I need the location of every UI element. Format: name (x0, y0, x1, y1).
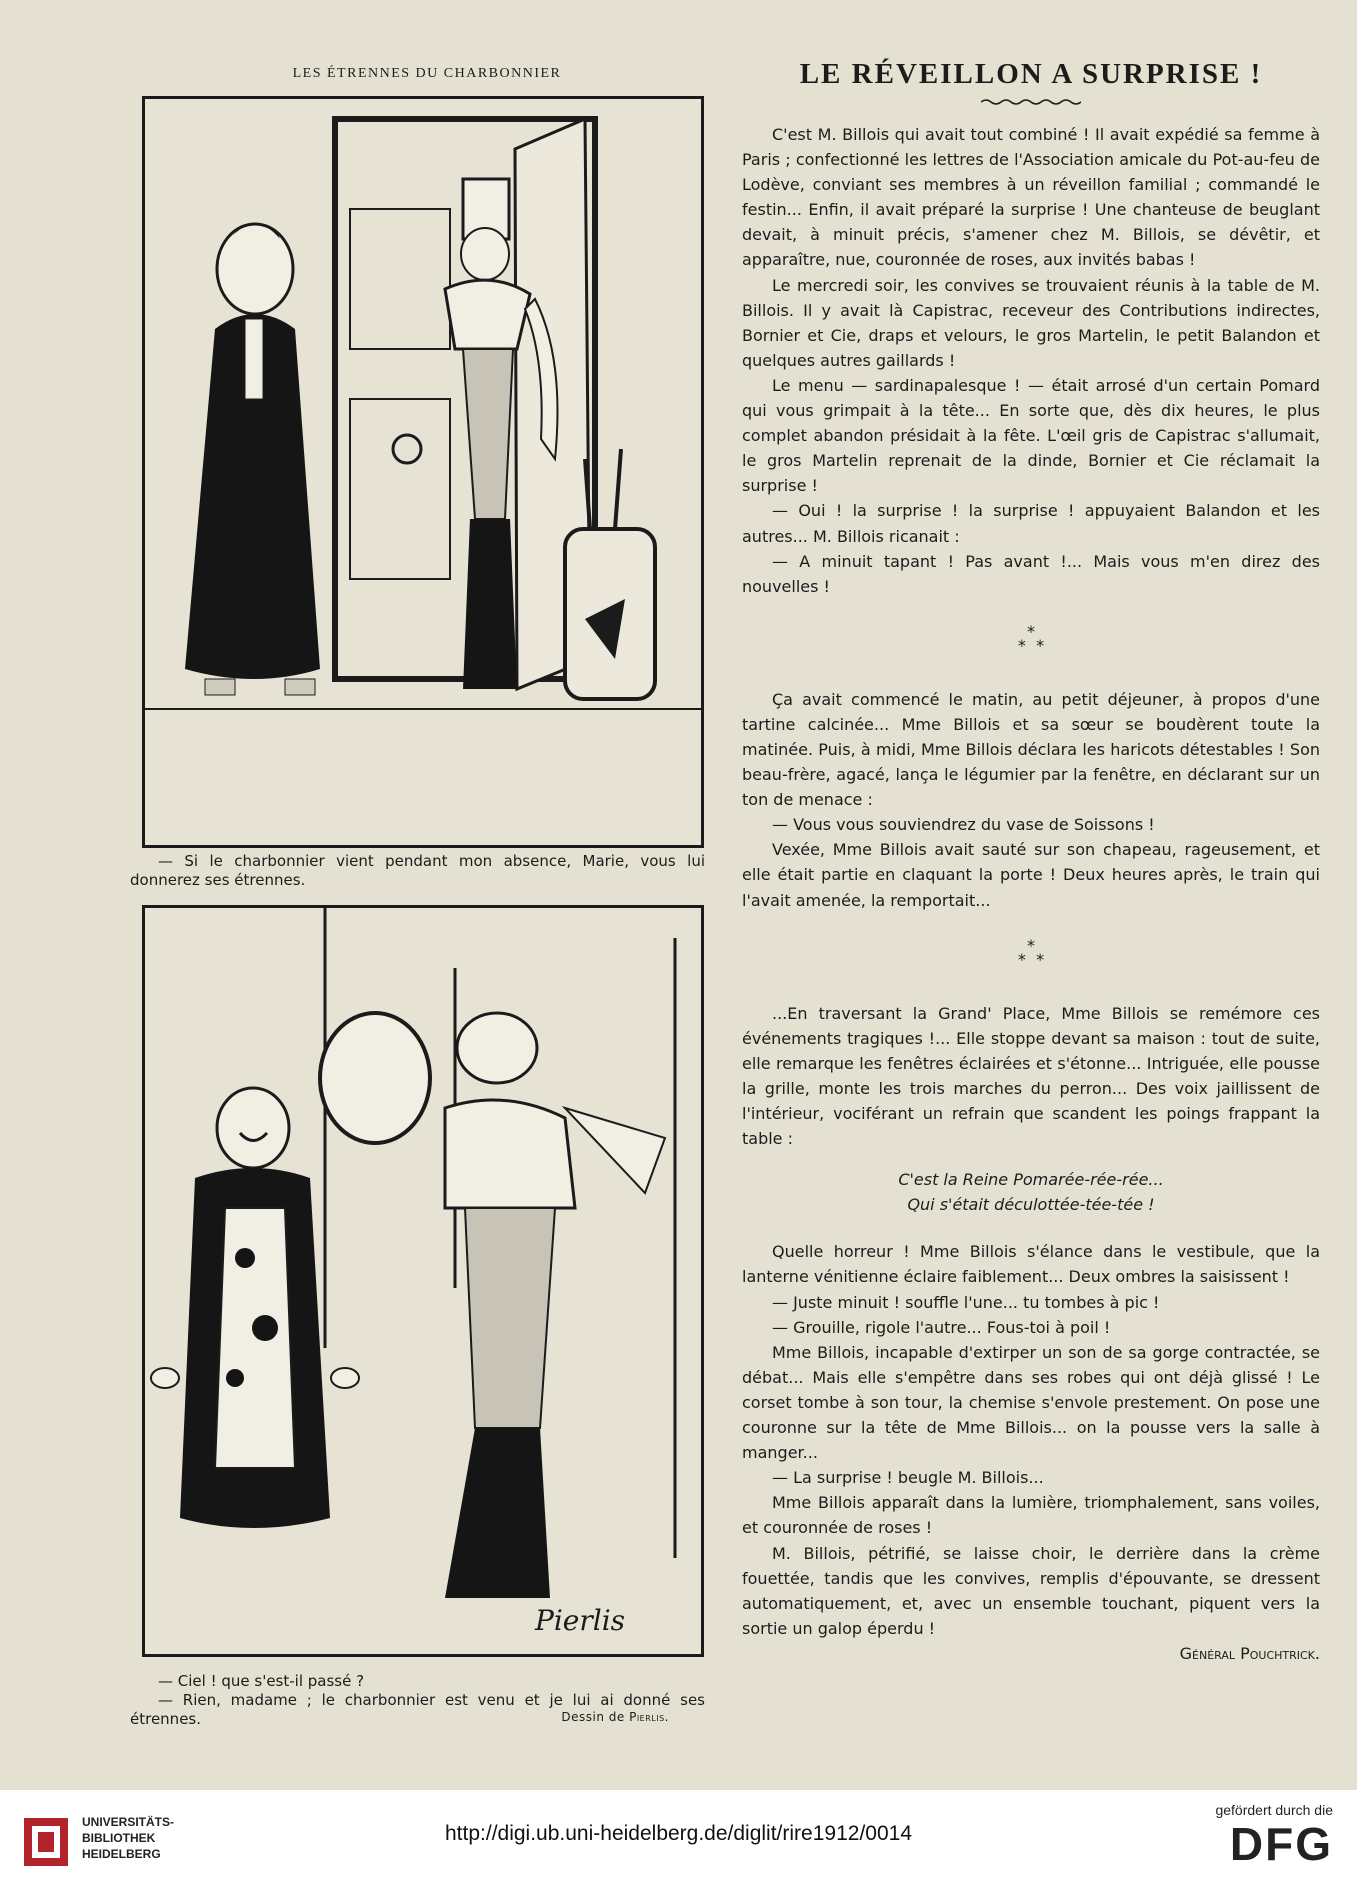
caption-2-line-1: — Ciel ! que s'est-il passé ? (158, 1672, 365, 1690)
article-column (742, 56, 1320, 1666)
paragraph: — La surprise ! beugle M. Billois... (772, 1468, 1044, 1488)
paragraph: — A minuit tapant ! Pas avant !... Mais vous m'en direz des nouvelles ! (742, 551, 1320, 596)
drawing-credit: Dessin de Pierlis. (561, 1710, 669, 1724)
song-verse (742, 1167, 1320, 1217)
caption-1 (130, 852, 705, 890)
digitization-footer (0, 1790, 1357, 1889)
author-signature: Général Pouchtrick. (1179, 1643, 1320, 1663)
verse-line: Qui s'était déculottée-tée-tée ! (907, 1195, 1155, 1215)
cartoon-2-drawing (145, 908, 701, 1654)
caption-1-text: — Si le charbonnier vient pendant mon absence, Marie, vous lui donnerez ses étrennes. (130, 852, 705, 889)
paragraph: C'est M. Billois qui avait tout combiné ! Il avait expédié sa femme à Paris ; confectionné les lettres de l'Association amicale du Pot-au-feu de Lodève, conviant ses membres à un réveillon familial ; commandé le festin... Enfin, il avait préparé la surprise ! Une chanteuse de beuglant devait, à minuit précis, s'amener chez M. Billois, se dévêtir, et apparaître, nue, couronnée de roses, aux invités babas ! (742, 125, 1320, 270)
dfg-logo: DFG (1229, 1818, 1333, 1870)
cartoon-illustration-1 (142, 96, 704, 848)
section-break: * * * (1017, 935, 1045, 969)
left-header: LES ÉTRENNES DU CHARBONNIER (292, 66, 562, 81)
section-break: * * * (1017, 621, 1045, 655)
paragraph: Ça avait commencé le matin, au petit déjeuner, à propos d'une tartine calcinée... Mme Billois et sa sœur se boudèrent toute la matinée. Puis, à midi, Mme Billois déclara les haricots détestables ! Son beau-frère, agacé, lança le légumier par la fenêtre, en déclarant sur un ton de menace : (742, 689, 1320, 810)
cartoon-illustration-2 (142, 905, 704, 1657)
paragraph: Mme Billois, incapable d'extirper un son de sa gorge contractée, se débat... Mais elle s'empêtre dans ses robes qui ont déjà glissé ! Le corset tombe à son tour, la chemise s'envole prestement. On pose une couronne sur la tête de Mme Billois... on la pousse vers la salle à manger... (742, 1342, 1320, 1463)
caption-2-line-2: — Rien, madame ; le charbonnier est venu et je lui ai donné ses étrennes. (130, 1691, 705, 1728)
artist-signature: Pierlis (535, 1604, 626, 1637)
article-body (742, 122, 1320, 1666)
author-line (742, 1641, 1320, 1666)
paragraph: M. Billois, pétrifié, se laisse choir, le derrière dans la crème fouettée, tandis que les convives, remplis d'épouvante, se dressent automatiquement, et, avec un ensemble touchant, piquent vers la sortie un galop éperdu ! (742, 1543, 1320, 1638)
cartoon-1-drawing (145, 99, 701, 845)
paragraph: Le menu — sardinapalesque ! — était arrosé d'un certain Pomard qui vous grimpait à la tête... En sorte que, dès dix heures, le plus complet abandon présidait à la fête. L'œil gris de Capistrac s'allumait, le gros Martelin reprenait de la dinde, Bornier et Cie réclamait la surprise ! (742, 375, 1320, 496)
caption-2 (130, 1672, 705, 1729)
paragraph: Vexée, Mme Billois avait sauté sur son chapeau, rageusement, et elle était partie en claquant la porte ! Deux heures après, le train qui l'avait amenée, la remportait... (742, 840, 1320, 910)
paragraph: — Vous vous souviendrez du vase de Soissons ! (772, 815, 1155, 835)
title-ornament (981, 98, 1081, 106)
library-logo: UNIVERSITÄTS- BIBLIOTHEK HEIDELBERG (20, 1814, 174, 1870)
paragraph: Le mercredi soir, les convives se trouvaient réunis à la table de M. Billois. Il y avait là Capistrac, receveur des Contributions indirectes, Bornier et Cie, draps et velours, le gros Martelin, le petit Balandon et quelques autres gaillards ! (742, 275, 1320, 370)
article-title: LE RÉVEILLON A SURPRISE ! (799, 58, 1263, 90)
permalink-url[interactable]: http://digi.ub.uni-heidelberg.de/diglit/rire1912/0014 (445, 1822, 912, 1845)
paragraph: Quelle horreur ! Mme Billois s'élance dans le vestibule, que la lanterne vénitienne éclaire faiblement... Deux ombres la saisissent ! (742, 1242, 1320, 1287)
sponsor-block: gefördert durch die DFG (1215, 1802, 1333, 1870)
paragraph: — Oui ! la surprise ! la surprise ! appuyaient Balandon et les autres... M. Billois ricanait : (742, 501, 1320, 546)
paragraph: ...En traversant la Grand' Place, Mme Billois se remémore ces événements tragiques !... Elle stoppe devant sa maison : tout de suite, elle remarque les fenêtres éclairées et s'étonne... Intriguée, elle pousse la grille, monte les trois marches du perron... Des voix jaillissent de l'intérieur, vociférant un refrain que scandent les poings frappant la table : (742, 1003, 1320, 1149)
verse-line: C'est la Reine Pomarée-rée-rée... (898, 1170, 1164, 1190)
paragraph: — Grouille, rigole l'autre... Fous-toi à poil ! (772, 1317, 1111, 1337)
paragraph: Mme Billois apparaît dans la lumière, triomphalement, sans voiles, et couronnée de roses ! (742, 1493, 1320, 1538)
paragraph: — Juste minuit ! souffle l'une... tu tombes à pic ! (772, 1292, 1160, 1312)
